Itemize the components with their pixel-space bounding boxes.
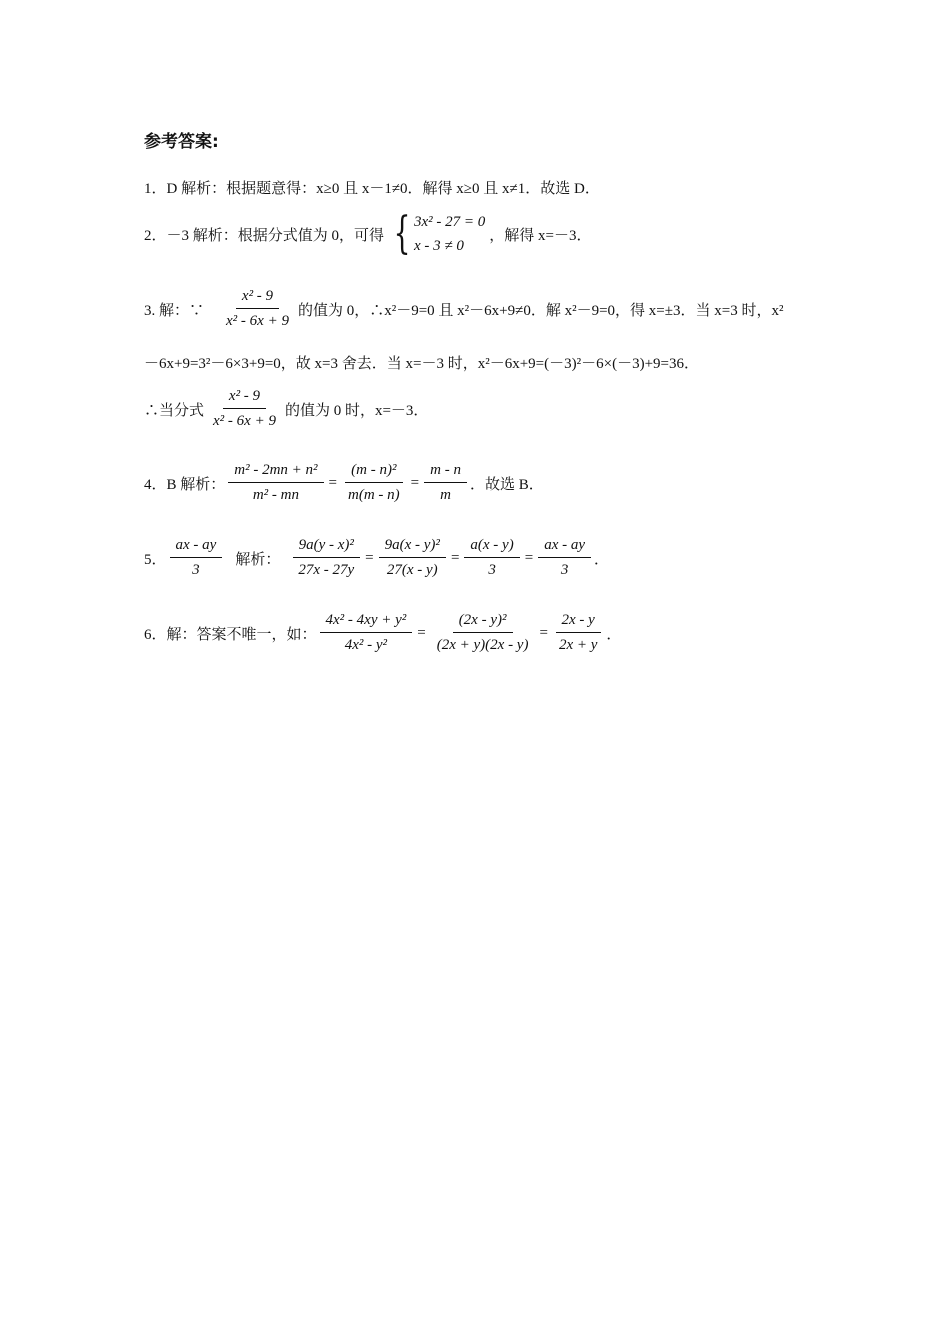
fraction-numerator: m - n <box>424 462 467 483</box>
answer-2-suffix: ，解得 x=－3． <box>489 227 592 244</box>
answer-1 <box>144 177 600 198</box>
fraction-denominator: 2x + y <box>558 637 598 653</box>
fraction-numerator: a(x - y) <box>464 537 519 558</box>
fraction-numerator: (m - n)² <box>345 462 402 483</box>
answer-1-text: 1．D 解析：根据题意得：x≥0 且 x－1≠0．解得 x≥0 且 x≠1．故选 D． <box>144 181 600 197</box>
answer-4-prefix: 4．B 解析： <box>144 476 226 493</box>
fraction <box>207 388 282 430</box>
fraction <box>379 537 446 579</box>
brace-symbol: { <box>393 208 411 259</box>
fraction <box>220 288 295 330</box>
fraction-numerator: ax - ay <box>538 537 591 558</box>
answer-6-prefix: 6．解：答案不唯一，如： <box>144 626 317 643</box>
fraction-denominator: m(m - n) <box>348 487 400 503</box>
fraction-numerator: x² - 9 <box>223 388 266 409</box>
answer-3-line-2-text: －6x+9=3²－6×3+9=0，故 x=3 舍去．当 x=－3 时，x²－6x+9=(－3)²－6×(－3)+9=36． <box>144 356 699 372</box>
fraction-denominator: x² - 6x + 9 <box>213 413 276 429</box>
fraction-numerator: 4x² - 4xy + y² <box>320 612 413 633</box>
answer-4: 4．B 解析： $\frac{\text{m² - 2mn + n²}}{\text{m² - mn}}$ = $\frac{\text{(m - n)²}}{m(m - n)}$ = $\frac{m - n}{m}$ ．故选 B． <box>144 462 544 503</box>
fraction-numerator: (2x - y)² <box>453 612 513 633</box>
answer-3-prefix: 3. 解：∵ <box>144 302 205 319</box>
answer-5-mid: 解析： <box>235 551 281 568</box>
answer-6-suffix: ． <box>606 626 622 643</box>
fraction <box>228 462 323 504</box>
answer-5-suffix: ． <box>594 551 610 568</box>
fraction-numerator: 2x - y <box>556 612 601 633</box>
section-title: 参考答案: <box>144 132 219 152</box>
fraction-numerator: x² - 9 <box>236 288 279 309</box>
fraction-denominator: m <box>440 487 451 503</box>
fraction <box>553 612 603 654</box>
fraction-numerator: m² - 2mn + n² <box>228 462 323 483</box>
fraction-denominator: x² - 6x + 9 <box>226 313 289 329</box>
fraction-denominator: (2x + y)(2x - y) <box>436 637 529 653</box>
fraction-numerator: 9a(y - x)² <box>293 537 360 558</box>
fraction-numerator: ax - ay <box>170 537 223 558</box>
answer-3-line-1 <box>144 288 783 330</box>
fraction <box>431 612 535 654</box>
answer-3-line-3-suffix: 的值为 0 时，x=－3． <box>284 402 429 419</box>
answer-4-suffix: ．故选 B． <box>469 476 544 493</box>
fraction-denominator: 4x² - y² <box>344 637 388 653</box>
fraction-numerator: 9a(x - y)² <box>379 537 446 558</box>
answer-6: 6．解：答案不唯一，如： $\frac{\text{4x² - 4xy + y²}}{\text{4x² - y²}}$ = $\frac{\text{(2x - y)²}}{(2x + y)(2x - y)}$ = $\frac{2x - y}{2x + y}$ ． <box>144 612 622 653</box>
fraction-denominator: m² - mn <box>252 487 299 503</box>
fraction <box>320 612 413 654</box>
fraction-denominator: 3 <box>488 562 496 578</box>
answer-2 <box>144 210 592 258</box>
fraction <box>342 462 406 504</box>
answer-3-line-2 <box>144 352 699 373</box>
system-row-1: 3x² - 27 = 0 <box>414 214 486 230</box>
answer-5: 5． $\frac{ax - ay}{3}$ 解析： $\frac{\text{9a(y - x)²}}{27x - 27y}$ = $\frac{\text{9a(x - y)²}}{27(x - y)}$ = $\frac{a(x - y)}{3}$ = $\frac{ax - ay}{3}$ ． <box>144 537 610 578</box>
answer-3-line-3-prefix: ∴当分式 <box>144 402 205 419</box>
fraction-denominator: 3 <box>560 562 569 578</box>
system-row-2: x - 3 ≠ 0 <box>414 238 464 254</box>
answer-2-prefix: 2．－3 解析：根据分式值为 0，可得 <box>144 227 385 244</box>
answer-5-prefix: 5． <box>144 551 167 568</box>
fraction-denominator: 27x - 27y <box>298 562 355 578</box>
fraction <box>292 537 360 579</box>
answer-3-mid: 的值为 0，∴x²－9=0 且 x²－6x+9≠0．解 x²－9=0，得 x=±3．当 x=3 时，x² <box>297 302 784 319</box>
fraction <box>538 537 591 579</box>
fraction-denominator: 3 <box>192 562 200 578</box>
fraction <box>464 537 519 579</box>
equation-system <box>388 210 485 258</box>
fraction-denominator: 27(x - y) <box>386 562 438 578</box>
fraction <box>170 537 223 579</box>
answer-3-line-3 <box>144 388 428 430</box>
fraction <box>424 462 467 504</box>
